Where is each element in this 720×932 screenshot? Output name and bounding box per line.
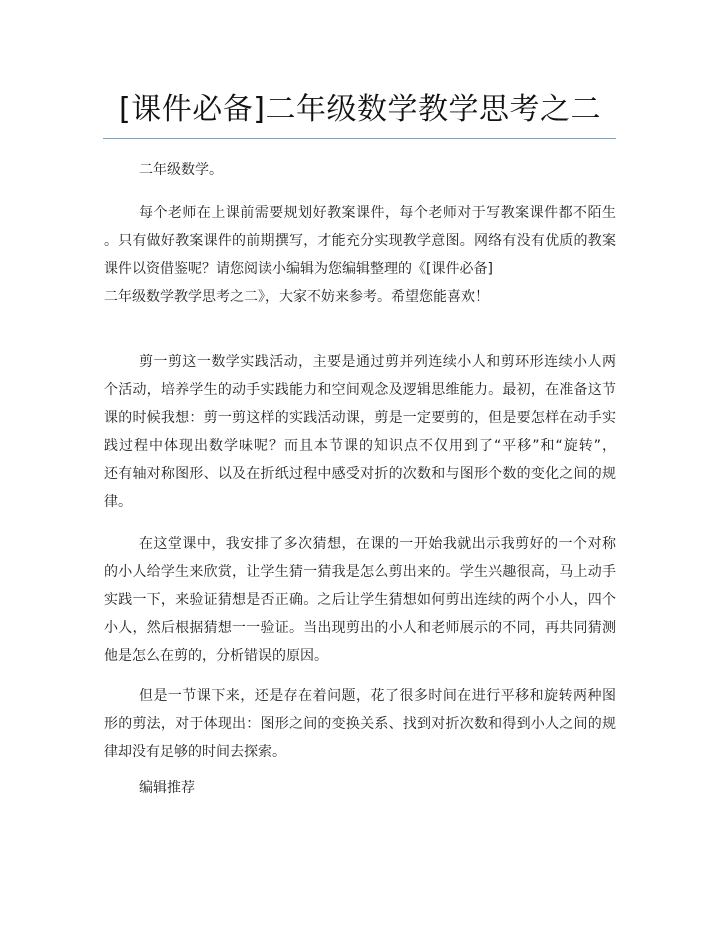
paragraph-line: 形的剪法，对于体现出：图形之间的变换关系、找到对折次数和得到小人之间的规 [104,716,616,732]
paragraph-line: 实践一下，来验证猜想是否正确。之后让学生猜想如何剪出连续的两个小人，四个 [104,592,616,608]
paragraph-line: 课件以资借鉴呢？请您阅读小编辑为您编辑整理的《[课件必备] [104,261,493,277]
paragraph-line: 个活动，培养学生的动手实践能力和空间观念及逻辑思维能力。最初，在准备这节 [104,382,616,398]
paragraph-line: 在这堂课中，我安排了多次猜想，在课的一开始我就出示我剪好的一个对称 [139,536,616,552]
paragraph-line: 二年级数学教学思考之二》，大家不妨来参考。希望您能喜欢！ [104,289,489,305]
paragraph-line: 他是怎么在剪的，分析错误的原因。 [104,648,328,664]
paragraph-line: 但是一节课下来，还是存在着问题，花了很多时间在进行平移和旋转两种图 [139,688,616,704]
intro-line: 二年级数学。 [139,162,223,178]
document-title: [课件必备]二年级数学教学思考之二 [119,92,601,127]
paragraph-line: 律却没有足够的时间去探索。 [104,744,286,760]
title-divider [103,138,616,139]
paragraph-line: 律。 [104,494,132,510]
paragraph-line: 的小人给学生来欣赏，让学生猜一猜我是怎么剪出来的。学生兴趣很高，马上动手 [104,564,616,580]
paragraph-line: 剪一剪这一数学实践活动，主要是通过剪并列连续小人和剪环形连续小人两 [139,354,616,370]
paragraph-line: 还有轴对称图形、以及在折纸过程中感受对折的次数和与图形个数的变化之间的规 [104,466,616,482]
paragraph-line: 。只有做好教案课件的前期撰写，才能充分实现教学意图。网络有没有优质的教案 [104,233,616,249]
paragraph-line: 课的时候我想：剪一剪这样的实践活动课，剪是一定要剪的，但是要怎样在动手实 [104,410,616,426]
paragraph-line: 每个老师在上课前需要规划好教案课件，每个老师对于写教案课件都不陌生 [139,205,616,221]
paragraph-line: 践过程中体现出数学味呢？而且本节课的知识点不仅用到了“平移”和“旋转”， [104,438,616,454]
editor-recommendation-heading: 编辑推荐 [139,780,195,796]
paragraph-line: 小人，然后根据猜想一一验证。当出现剪出的小人和老师展示的不同，再共同猜测 [104,620,616,636]
